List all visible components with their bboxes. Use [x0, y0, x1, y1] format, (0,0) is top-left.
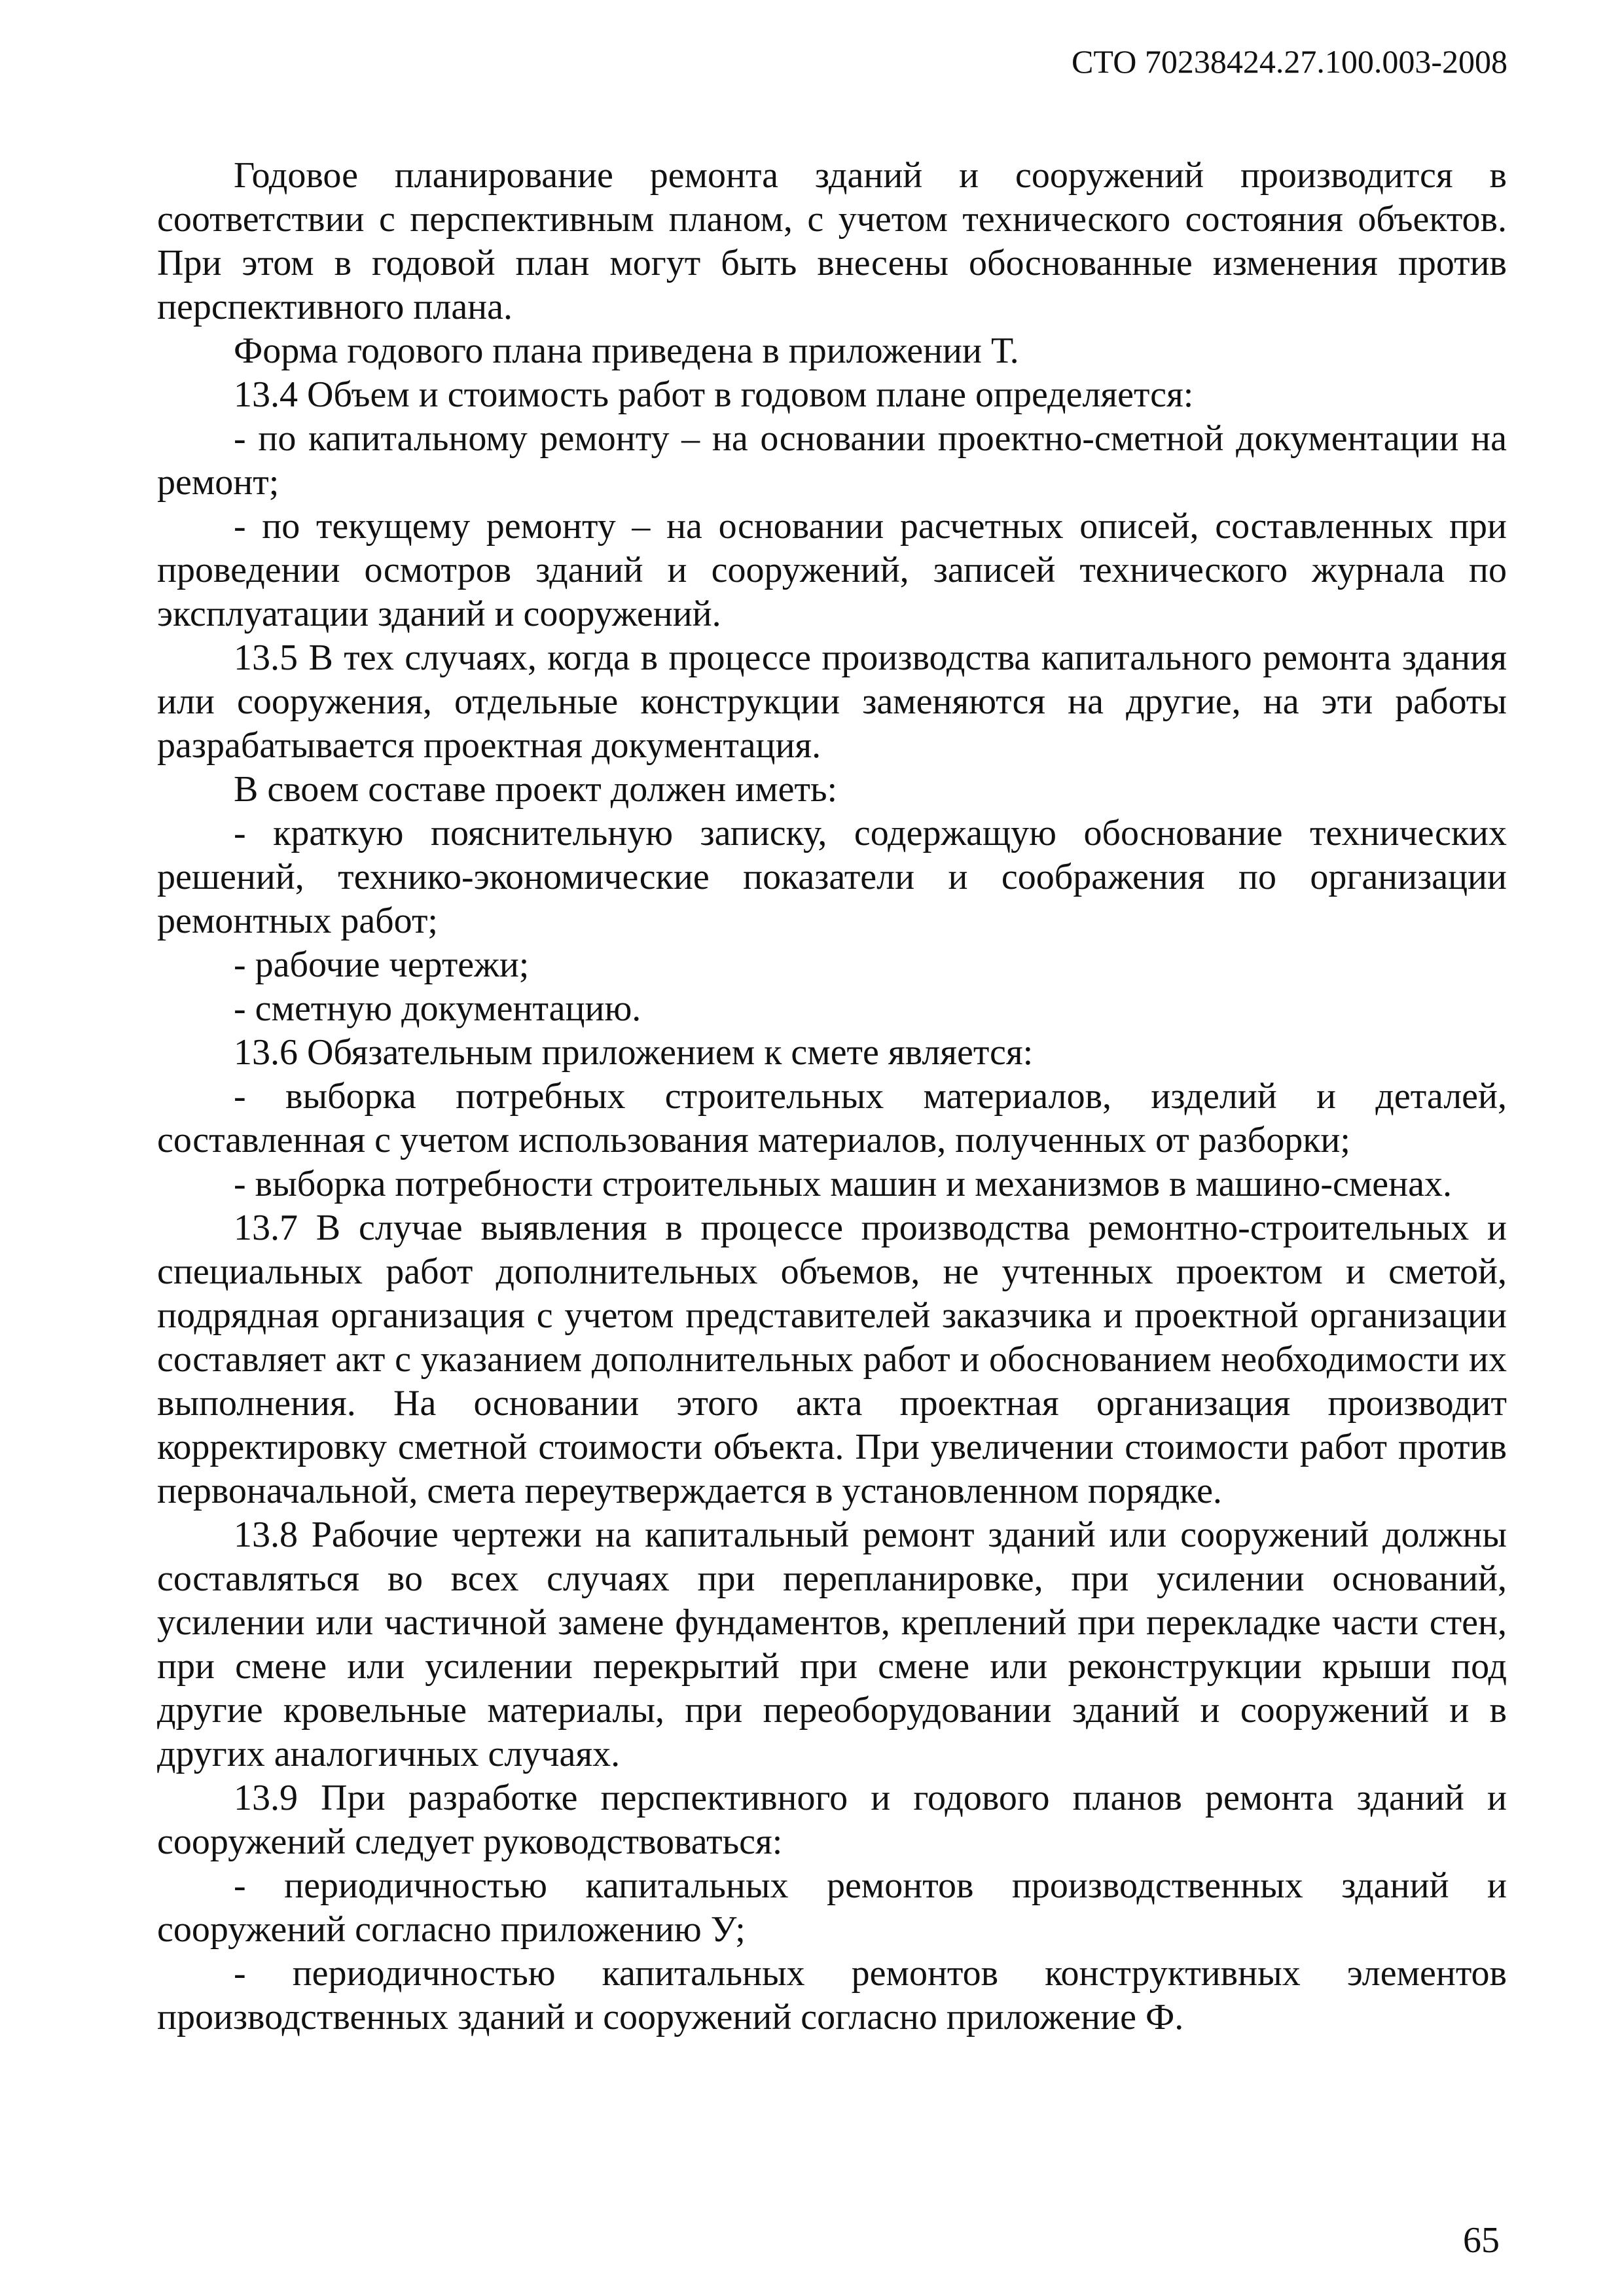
- list-item-materials-selection: - выборка потребных строительных материалов, изделий и деталей, составленная с учетом использования материалов, полученных от разборки;: [157, 1076, 1507, 1160]
- list-item-capital-repair: - по капитальному ремонту – на основании проектно-сметной документации на ремонт;: [157, 418, 1507, 503]
- list-item-periodicity-buildings: - периодичностью капитальных ремонтов производственных зданий и сооружений согласно приложению У;: [157, 1865, 1507, 1950]
- list-item-current-repair: - по текущему ремонту – на основании расчетных описей, составленных при проведении осмотров зданий и сооружений, записей технического журнала по эксплуатации зданий и сооружений.: [157, 506, 1507, 634]
- list-item-working-drawings: - рабочие чертежи;: [234, 944, 530, 985]
- clause-13-8: 13.8 Рабочие чертежи на капитальный ремонт зданий или сооружений должны составляться во всех случаях при перепланировке, при усилении оснований, усилении или частичной замене фундаментов, креплений при перекладке части стен, при смене или усилении перекрытий при смене или реконструкции крыши под другие кровельные материалы, при переоборудовании зданий и сооружений и в других аналогичных случаях.: [157, 1515, 1507, 1774]
- list-item-machines-selection: - выборка потребности строительных машин и механизмов в машино-сменах.: [234, 1164, 1452, 1204]
- clause-13-6: 13.6 Обязательным приложением к смете является:: [234, 1032, 1034, 1073]
- paragraph-annual-plan-form: Форма годового плана приведена в приложении Т.: [234, 331, 1019, 371]
- document-body: [157, 154, 1507, 2039]
- clause-13-4: 13.4 Объем и стоимость работ в годовом плане определяется:: [234, 374, 1194, 415]
- clause-13-7: 13.7 В случае выявления в процессе производства ремонтно-строительных и специальных работ дополнительных объемов, не учтенных проектом и сметой, подрядная организация с учетом представителей заказчика и проектной организации составляет акт с указанием дополнительных работ и обоснованием необходимости их выполнения. На основании этого акта проектная организация производит корректировку сметной стоимости объекта. При увеличении стоимости работ против первоначальной, смета переутверждается в установленном порядке.: [157, 1208, 1507, 1511]
- clause-13-5: 13.5 В тех случаях, когда в процессе производства капитального ремонта здания или сооружения, отдельные конструкции заменяются на другие, на эти работы разрабатывается проектная документация.: [157, 637, 1507, 766]
- list-item-estimate-docs: - сметную документацию.: [234, 988, 641, 1029]
- paragraph-project-composition: В своем составе проект должен иметь:: [234, 769, 838, 810]
- page-number: 65: [1463, 2220, 1500, 2261]
- list-item-periodicity-elements: - периодичностью капитальных ремонтов конструктивных элементов производственных зданий и сооружений согласно приложение Ф.: [157, 1953, 1507, 2037]
- paragraph-annual-planning: Годовое планирование ремонта зданий и сооружений производится в соответствии с перспективным планом, с учетом технического состояния объектов. При этом в годовой план могут быть внесены обоснованные изменения против перспективного плана.: [157, 155, 1507, 327]
- clause-13-9: 13.9 При разработке перспективного и годового планов ремонта зданий и сооружений следует руководствоваться:: [157, 1778, 1507, 1862]
- list-item-explanatory-note: - краткую пояснительную записку, содержащую обоснование технических решений, технико-экономические показатели и соображения по организации ремонтных работ;: [157, 813, 1507, 941]
- document-code-header: СТО 70238424.27.100.003-2008: [1072, 43, 1507, 80]
